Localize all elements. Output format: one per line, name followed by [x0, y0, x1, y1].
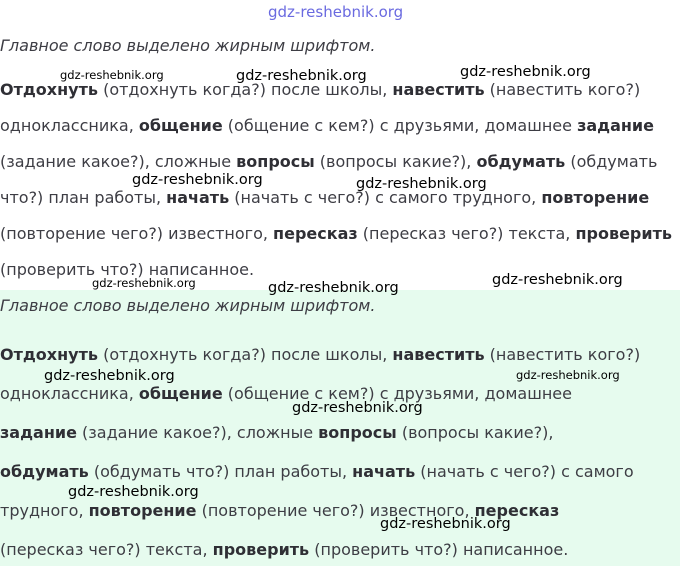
line-text: (задание какое?), сложные [76, 423, 319, 442]
block1-heading: Главное слово выделено жирным шрифтом. [0, 36, 376, 55]
main-word: повторение [88, 501, 197, 520]
main-word: проверить [212, 540, 310, 559]
block2-heading: Главное слово выделено жирным шрифтом. [0, 296, 376, 315]
main-word: пересказ [273, 224, 358, 243]
watermark-text: gdz-reshebnik.org [68, 484, 199, 500]
main-word: обдумать [476, 152, 566, 171]
block2-line-6 [0, 540, 568, 559]
main-word: повторение [541, 188, 650, 207]
main-word: навестить [392, 80, 485, 99]
main-word: навестить [392, 345, 485, 364]
line-text: одноклассника, [0, 116, 139, 135]
line-text: (отдохнуть когда?) после школы, [97, 345, 393, 364]
main-word: задание [0, 423, 77, 442]
watermark-text: gdz-reshebnik.org [132, 172, 263, 188]
watermark-text: gdz-reshebnik.org [268, 280, 399, 296]
watermark-text: gdz-reshebnik.org [492, 272, 623, 288]
block1-line-3 [0, 152, 657, 171]
block2-line-2 [0, 384, 572, 403]
watermark-text: gdz-reshebnik.org [236, 68, 367, 84]
line-text: (обдумать что?) план работы, [88, 462, 353, 481]
watermark-text: gdz-reshebnik.org [44, 368, 175, 384]
main-word: Отдохнуть [0, 80, 98, 99]
watermark-text: gdz-reshebnik.org [516, 368, 620, 382]
watermark-text: gdz-reshebnik.org [356, 176, 487, 192]
line-text: что?) план работы, [0, 188, 167, 207]
line-text: (навестить кого?) [484, 80, 641, 99]
line-text: одноклассника, [0, 384, 139, 403]
line-text: (проверить что?) написанное. [309, 540, 569, 559]
line-text: (общение с кем?) с друзьями, домашнее [222, 384, 572, 403]
main-word: начать [166, 188, 230, 207]
line-text: (обдумать [565, 152, 658, 171]
line-text: (вопросы какие?), [396, 423, 554, 442]
answer-block-2 [0, 290, 680, 566]
line-text: (повторение чего?) известного, [196, 501, 475, 520]
line-text: (общение с кем?) с друзьями, домашнее [222, 116, 578, 135]
watermark-text: gdz-reshebnik.org [268, 3, 404, 21]
block1-line-4 [0, 188, 649, 207]
line-text: (начать с чего?) с самого [415, 462, 634, 481]
watermark-text: gdz-reshebnik.org [92, 276, 196, 290]
main-word: вопросы [236, 152, 315, 171]
line-text: (вопросы какие?), [314, 152, 477, 171]
main-word: общение [138, 116, 223, 135]
line-text: (задание какое?), сложные [0, 152, 237, 171]
line-text: (начать с чего?) с самого трудного, [229, 188, 542, 207]
line-text: (пересказ чего?) текста, [0, 540, 213, 559]
main-word: Отдохнуть [0, 345, 98, 364]
watermark-text: gdz-reshebnik.org [292, 400, 423, 416]
main-word: вопросы [318, 423, 397, 442]
watermark-text: gdz-reshebnik.org [380, 516, 511, 532]
main-word: проверить [575, 224, 672, 243]
line-text: (пересказ чего?) текста, [357, 224, 576, 243]
block2-line-4 [0, 462, 634, 481]
watermark-text: gdz-reshebnik.org [60, 68, 164, 82]
main-word: начать [352, 462, 416, 481]
watermark-text: gdz-reshebnik.org [460, 64, 591, 80]
block1-line-2 [0, 116, 654, 135]
main-word: обдумать [0, 462, 89, 481]
line-text: (навестить кого?) [484, 345, 641, 364]
line-text: (отдохнуть когда?) после школы, [97, 80, 393, 99]
line-text: (проверить что?) написанное. [0, 260, 255, 279]
line-text: трудного, [0, 501, 89, 520]
block2-line-1 [0, 345, 640, 364]
main-word: пересказ [474, 501, 560, 520]
main-word: задание [577, 116, 654, 135]
line-text: (повторение чего?) известного, [0, 224, 274, 243]
block1-line-5 [0, 224, 672, 243]
main-word: общение [138, 384, 223, 403]
block2-line-3 [0, 423, 553, 442]
